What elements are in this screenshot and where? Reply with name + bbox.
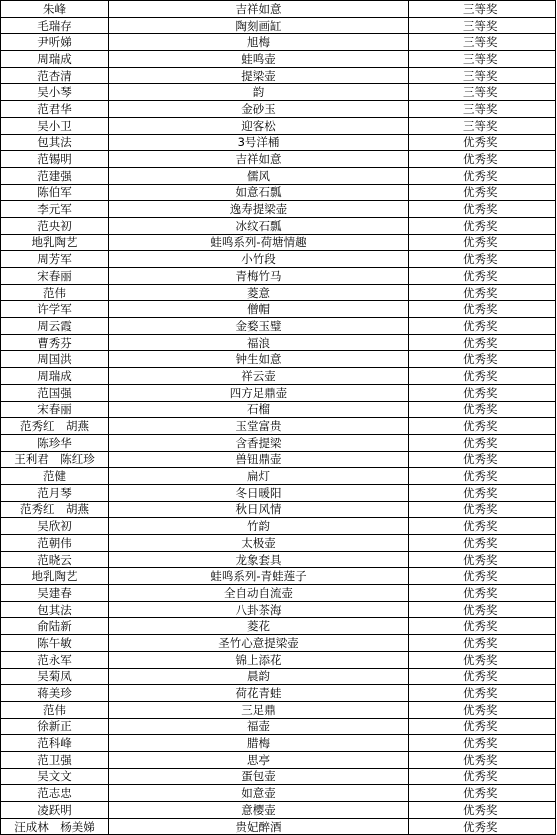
name-cell: 范志忠 — [1, 785, 109, 802]
work-cell: 石榴 — [109, 401, 409, 418]
name-cell: 范建强 — [1, 167, 109, 184]
name-cell: 汪成林 杨美娣 — [1, 818, 109, 835]
table-row — [1, 451, 556, 468]
work-cell: 青梅竹马 — [109, 268, 409, 285]
name-cell: 范科峰 — [1, 735, 109, 752]
award-cell: 优秀奖 — [409, 334, 556, 351]
award-cell: 优秀奖 — [409, 418, 556, 435]
award-cell: 优秀奖 — [409, 601, 556, 618]
work-cell: 圣竹心意提梁壶 — [109, 635, 409, 652]
award-cell: 优秀奖 — [409, 685, 556, 702]
table-row — [1, 735, 556, 752]
name-cell: 吴菊凤 — [1, 668, 109, 685]
award-cell: 优秀奖 — [409, 802, 556, 819]
award-table-body — [1, 1, 556, 835]
work-cell: 逸寿提梁壶 — [109, 201, 409, 218]
work-cell: 含香提梁 — [109, 434, 409, 451]
table-row — [1, 568, 556, 585]
table-row — [1, 384, 556, 401]
work-cell: 福浪 — [109, 334, 409, 351]
table-row — [1, 51, 556, 68]
award-cell: 优秀奖 — [409, 134, 556, 151]
name-cell: 尹听娣 — [1, 34, 109, 51]
name-cell: 吴小琴 — [1, 84, 109, 101]
table-row — [1, 1, 556, 18]
award-cell: 优秀奖 — [409, 251, 556, 268]
award-cell: 优秀奖 — [409, 384, 556, 401]
award-cell: 优秀奖 — [409, 568, 556, 585]
work-cell: 太极壶 — [109, 535, 409, 552]
award-cell: 优秀奖 — [409, 184, 556, 201]
name-cell: 徐新正 — [1, 718, 109, 735]
award-cell: 优秀奖 — [409, 368, 556, 385]
table-row — [1, 618, 556, 635]
table-row — [1, 701, 556, 718]
work-cell: 如意石瓢 — [109, 184, 409, 201]
work-cell: 秋日风情 — [109, 501, 409, 518]
award-cell: 优秀奖 — [409, 484, 556, 501]
work-cell: 如意壶 — [109, 785, 409, 802]
name-cell: 范健 — [1, 468, 109, 485]
name-cell: 周瑞成 — [1, 368, 109, 385]
name-cell: 周国洪 — [1, 351, 109, 368]
name-cell: 宋春丽 — [1, 268, 109, 285]
table-row — [1, 134, 556, 151]
award-cell: 三等奖 — [409, 17, 556, 34]
award-cell: 优秀奖 — [409, 651, 556, 668]
table-row — [1, 17, 556, 34]
work-cell: 全自动自流壶 — [109, 585, 409, 602]
work-cell: 僧帽 — [109, 301, 409, 318]
name-cell: 范杏清 — [1, 67, 109, 84]
award-cell: 三等奖 — [409, 51, 556, 68]
table-row — [1, 768, 556, 785]
award-cell: 优秀奖 — [409, 234, 556, 251]
table-row — [1, 67, 556, 84]
award-cell: 优秀奖 — [409, 785, 556, 802]
work-cell: 菱意 — [109, 284, 409, 301]
table-row — [1, 151, 556, 168]
table-row — [1, 818, 556, 835]
award-cell: 优秀奖 — [409, 701, 556, 718]
work-cell: 小竹段 — [109, 251, 409, 268]
work-cell: 贵妃醉酒 — [109, 818, 409, 835]
table-row — [1, 34, 556, 51]
work-cell: 旭梅 — [109, 34, 409, 51]
award-cell: 优秀奖 — [409, 201, 556, 218]
name-cell: 范伟 — [1, 284, 109, 301]
work-cell: 吉祥如意 — [109, 1, 409, 18]
table-row — [1, 585, 556, 602]
work-cell: 3号洋桶 — [109, 134, 409, 151]
table-row — [1, 484, 556, 501]
award-cell: 优秀奖 — [409, 268, 556, 285]
name-cell: 李元军 — [1, 201, 109, 218]
work-cell: 蛙鸣壶 — [109, 51, 409, 68]
table-row — [1, 318, 556, 335]
work-cell: 金婺玉璧 — [109, 318, 409, 335]
table-row — [1, 368, 556, 385]
award-cell: 优秀奖 — [409, 167, 556, 184]
table-row — [1, 251, 556, 268]
award-cell: 优秀奖 — [409, 351, 556, 368]
award-cell: 优秀奖 — [409, 468, 556, 485]
name-cell: 周瑞成 — [1, 51, 109, 68]
table-row — [1, 551, 556, 568]
name-cell: 范永军 — [1, 651, 109, 668]
name-cell: 地乳陶艺 — [1, 234, 109, 251]
award-cell: 优秀奖 — [409, 451, 556, 468]
table-row — [1, 217, 556, 234]
name-cell: 蒋美珍 — [1, 685, 109, 702]
name-cell: 包其法 — [1, 134, 109, 151]
work-cell: 玉堂富贵 — [109, 418, 409, 435]
name-cell: 吴建春 — [1, 585, 109, 602]
table-row — [1, 234, 556, 251]
name-cell: 吴文文 — [1, 768, 109, 785]
name-cell: 范晓云 — [1, 551, 109, 568]
work-cell: 腊梅 — [109, 735, 409, 752]
work-cell: 冰纹石瓢 — [109, 217, 409, 234]
name-cell: 范君华 — [1, 101, 109, 118]
work-cell: 金砂玉 — [109, 101, 409, 118]
name-cell: 曹秀芬 — [1, 334, 109, 351]
name-cell: 地乳陶艺 — [1, 568, 109, 585]
table-row — [1, 802, 556, 819]
table-row — [1, 518, 556, 535]
work-cell: 意樱壶 — [109, 802, 409, 819]
table-row — [1, 201, 556, 218]
award-cell: 三等奖 — [409, 67, 556, 84]
name-cell: 毛瑞存 — [1, 17, 109, 34]
work-cell: 韵 — [109, 84, 409, 101]
name-cell: 凌跃明 — [1, 802, 109, 819]
work-cell: 竹韵 — [109, 518, 409, 535]
name-cell: 陈珍华 — [1, 434, 109, 451]
award-cell: 优秀奖 — [409, 551, 556, 568]
table-row — [1, 501, 556, 518]
name-cell: 范秀红 胡燕 — [1, 418, 109, 435]
table-row — [1, 401, 556, 418]
name-cell: 俞陆新 — [1, 618, 109, 635]
table-row — [1, 268, 556, 285]
work-cell: 钟生如意 — [109, 351, 409, 368]
award-cell: 优秀奖 — [409, 618, 556, 635]
work-cell: 祥云壶 — [109, 368, 409, 385]
name-cell: 吴欣初 — [1, 518, 109, 535]
name-cell: 包其法 — [1, 601, 109, 618]
name-cell: 宋春丽 — [1, 401, 109, 418]
name-cell: 吴小卫 — [1, 117, 109, 134]
table-row — [1, 418, 556, 435]
work-cell: 吉祥如意 — [109, 151, 409, 168]
name-cell: 陈伯军 — [1, 184, 109, 201]
name-cell: 范朝伟 — [1, 535, 109, 552]
award-cell: 优秀奖 — [409, 217, 556, 234]
award-cell: 优秀奖 — [409, 751, 556, 768]
table-row — [1, 785, 556, 802]
award-cell: 三等奖 — [409, 1, 556, 18]
work-cell: 蛙鸣系列-荷塘情趣 — [109, 234, 409, 251]
work-cell: 兽钮鼎壶 — [109, 451, 409, 468]
table-row — [1, 601, 556, 618]
award-cell: 优秀奖 — [409, 434, 556, 451]
name-cell: 周云霞 — [1, 318, 109, 335]
name-cell: 陈午敏 — [1, 635, 109, 652]
award-cell: 优秀奖 — [409, 301, 556, 318]
work-cell: 三足鼎 — [109, 701, 409, 718]
table-row — [1, 117, 556, 134]
work-cell: 荷花青蛙 — [109, 685, 409, 702]
work-cell: 陶刻画缸 — [109, 17, 409, 34]
name-cell: 范国强 — [1, 384, 109, 401]
table-row — [1, 535, 556, 552]
table-row — [1, 718, 556, 735]
table-row — [1, 284, 556, 301]
award-cell: 三等奖 — [409, 101, 556, 118]
award-cell: 优秀奖 — [409, 535, 556, 552]
table-row — [1, 685, 556, 702]
work-cell: 晨韵 — [109, 668, 409, 685]
table-row — [1, 468, 556, 485]
table-row — [1, 301, 556, 318]
work-cell: 扁灯 — [109, 468, 409, 485]
work-cell: 锦上添花 — [109, 651, 409, 668]
name-cell: 范秀红 胡燕 — [1, 501, 109, 518]
work-cell: 提梁壶 — [109, 67, 409, 84]
table-row — [1, 351, 556, 368]
table-row — [1, 434, 556, 451]
award-cell: 优秀奖 — [409, 735, 556, 752]
table-row — [1, 334, 556, 351]
table-row — [1, 751, 556, 768]
table-row — [1, 184, 556, 201]
work-cell: 龙象套具 — [109, 551, 409, 568]
award-cell: 优秀奖 — [409, 718, 556, 735]
award-cell: 三等奖 — [409, 117, 556, 134]
name-cell: 许学军 — [1, 301, 109, 318]
name-cell: 范央初 — [1, 217, 109, 234]
award-cell: 优秀奖 — [409, 518, 556, 535]
table-row — [1, 635, 556, 652]
name-cell: 朱峰 — [1, 1, 109, 18]
award-cell: 优秀奖 — [409, 284, 556, 301]
work-cell: 蛙鸣系列-青蛙莲子 — [109, 568, 409, 585]
award-cell: 优秀奖 — [409, 151, 556, 168]
award-cell: 优秀奖 — [409, 768, 556, 785]
table-row — [1, 84, 556, 101]
name-cell: 范锡明 — [1, 151, 109, 168]
award-cell: 三等奖 — [409, 34, 556, 51]
award-cell: 三等奖 — [409, 84, 556, 101]
table-row — [1, 167, 556, 184]
work-cell: 八卦茶海 — [109, 601, 409, 618]
award-cell: 优秀奖 — [409, 501, 556, 518]
name-cell: 范月琴 — [1, 484, 109, 501]
work-cell: 福壶 — [109, 718, 409, 735]
table-row — [1, 651, 556, 668]
name-cell: 王利君 陈红珍 — [1, 451, 109, 468]
name-cell: 周芳军 — [1, 251, 109, 268]
work-cell: 菱花 — [109, 618, 409, 635]
work-cell: 思亭 — [109, 751, 409, 768]
work-cell: 儒风 — [109, 167, 409, 184]
work-cell: 蛋包壶 — [109, 768, 409, 785]
award-cell: 优秀奖 — [409, 585, 556, 602]
award-cell: 优秀奖 — [409, 635, 556, 652]
award-cell: 优秀奖 — [409, 668, 556, 685]
name-cell: 范伟 — [1, 701, 109, 718]
work-cell: 四方足鼎壶 — [109, 384, 409, 401]
work-cell: 冬日暖阳 — [109, 484, 409, 501]
award-cell: 优秀奖 — [409, 318, 556, 335]
table-row — [1, 668, 556, 685]
name-cell: 范卫强 — [1, 751, 109, 768]
award-cell: 优秀奖 — [409, 818, 556, 835]
award-cell: 优秀奖 — [409, 401, 556, 418]
work-cell: 迎客松 — [109, 117, 409, 134]
table-row — [1, 101, 556, 118]
